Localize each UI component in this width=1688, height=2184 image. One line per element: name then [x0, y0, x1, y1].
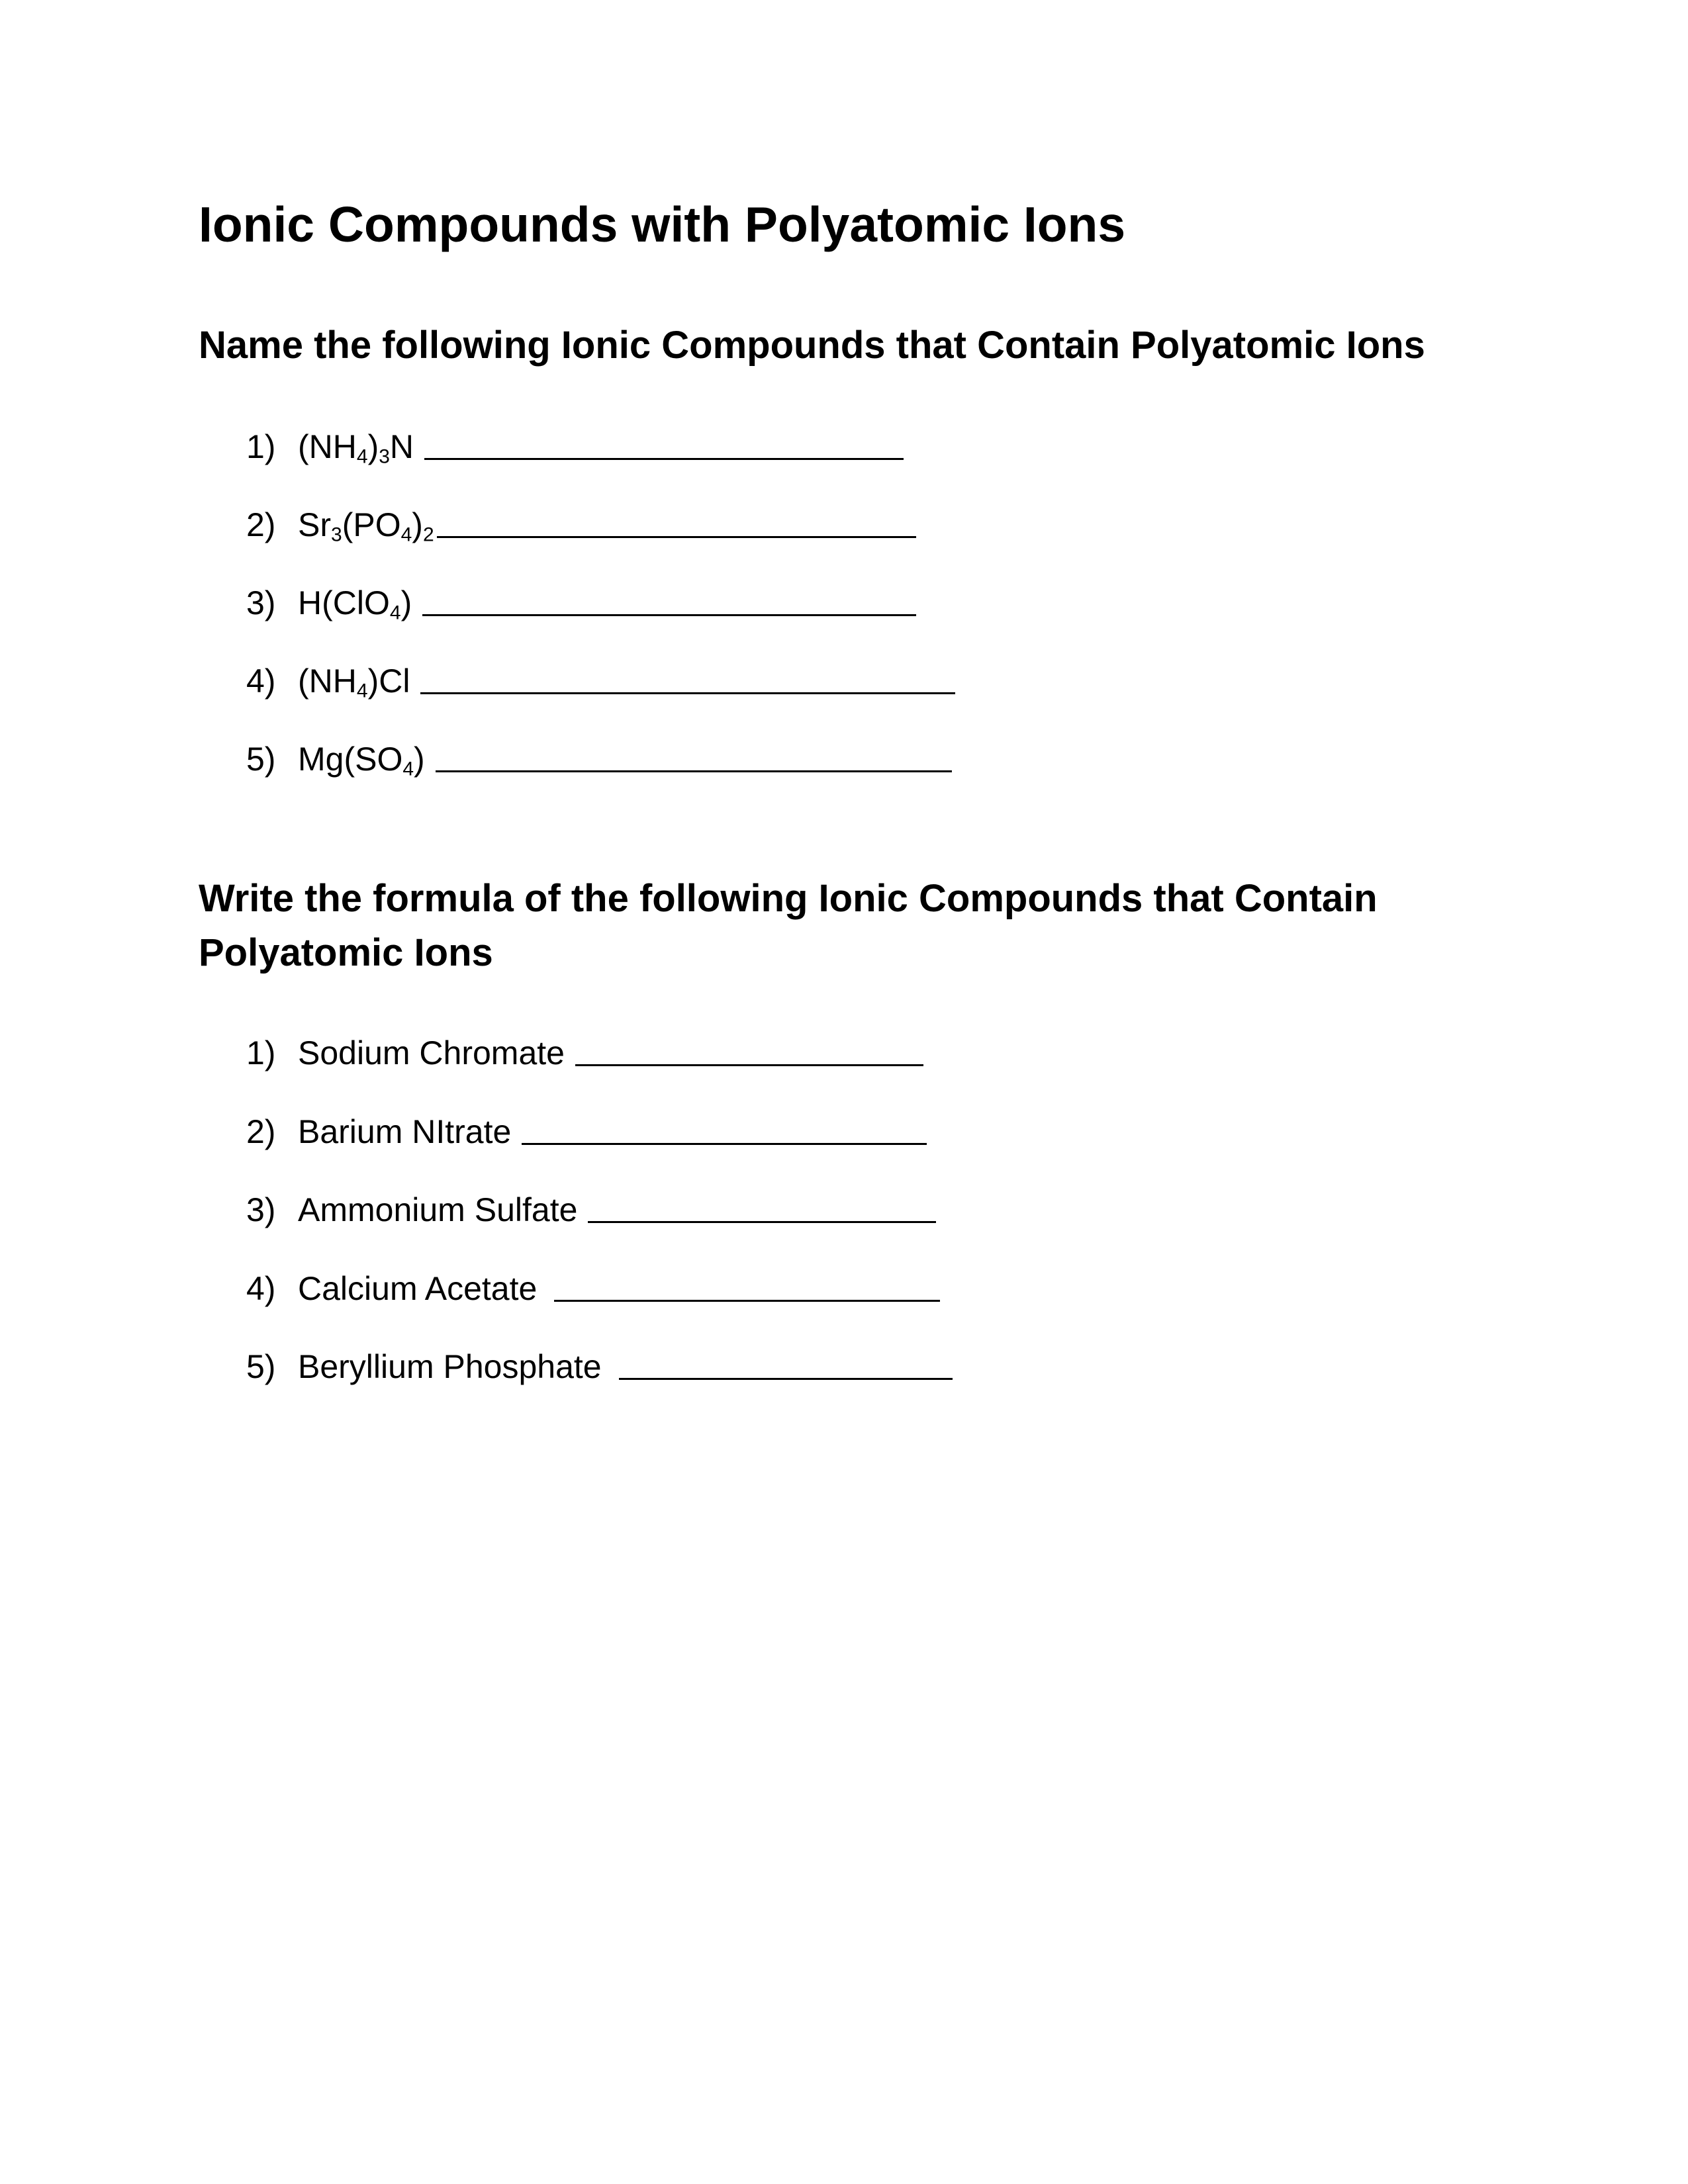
- answer-blank[interactable]: [436, 736, 952, 772]
- answer-blank[interactable]: [437, 502, 916, 538]
- answer-blank[interactable]: [575, 1030, 923, 1066]
- question-number: 1): [246, 428, 276, 465]
- formula-subscript: 3: [331, 523, 342, 546]
- answer-blank[interactable]: [522, 1109, 927, 1145]
- formula-subscript: 4: [356, 445, 368, 468]
- question-number: 5): [246, 1348, 276, 1385]
- section-heading-formulas: Write the formula of the following Ionic Compounds that Contain Polyatomic Ions: [199, 877, 1378, 974]
- formula-subscript: 4: [400, 523, 412, 546]
- question-number: 3): [246, 1191, 276, 1228]
- answer-blank[interactable]: [619, 1343, 953, 1380]
- formula-subscript: 4: [402, 758, 414, 780]
- page-title: Ionic Compounds with Polyatomic Ions: [199, 197, 1126, 252]
- formula-question-5: [246, 1343, 953, 1390]
- compound-formula: $Mg(SO_4)$: [298, 741, 425, 780]
- formula-question-4: [246, 1265, 940, 1312]
- compound-name: Sodium Chromate: [298, 1034, 565, 1071]
- formula-subscript: 3: [379, 445, 390, 468]
- naming-question-2: [246, 502, 916, 548]
- compound-formula: H(ClO$_4$): [298, 584, 412, 624]
- naming-question-5: [246, 736, 952, 782]
- compound-name: Calcium Acetate: [298, 1270, 538, 1307]
- compound-name: Beryllium Phosphate: [298, 1348, 602, 1385]
- compound-formula: $Sr_3(PO_4)_2$: [298, 506, 434, 546]
- answer-blank[interactable]: [422, 580, 916, 616]
- answer-blank[interactable]: [588, 1187, 936, 1223]
- compound-formula: $(NH_4)Cl$: [298, 662, 410, 702]
- formula-question-3: [246, 1187, 936, 1233]
- compound-name: Barium NItrate: [298, 1113, 512, 1150]
- answer-blank[interactable]: [420, 658, 955, 694]
- question-number: 1): [246, 1034, 276, 1071]
- question-number: 2): [246, 506, 276, 543]
- compound-formula: $(NH_4)_3N$: [298, 428, 414, 468]
- naming-question-4: [246, 658, 955, 704]
- formula-subscript: 2: [422, 523, 434, 546]
- compound-name: Ammonium Sulfate: [298, 1191, 578, 1228]
- question-number: 3): [246, 584, 276, 621]
- naming-question-1: [246, 424, 904, 470]
- answer-blank[interactable]: [554, 1265, 940, 1302]
- question-number: 2): [246, 1113, 276, 1150]
- question-number: 4): [246, 1270, 276, 1307]
- question-number: 4): [246, 662, 276, 700]
- answer-blank[interactable]: [424, 424, 904, 460]
- question-number: 5): [246, 741, 276, 778]
- naming-question-3: [246, 580, 916, 626]
- formula-question-1: [246, 1030, 923, 1076]
- section-heading-naming: Name the following Ionic Compounds that Contain Polyatomic Ions: [199, 324, 1425, 367]
- formula-subscript: 4: [389, 602, 401, 624]
- formula-question-2: [246, 1109, 927, 1155]
- formula-subscript: 4: [356, 680, 368, 702]
